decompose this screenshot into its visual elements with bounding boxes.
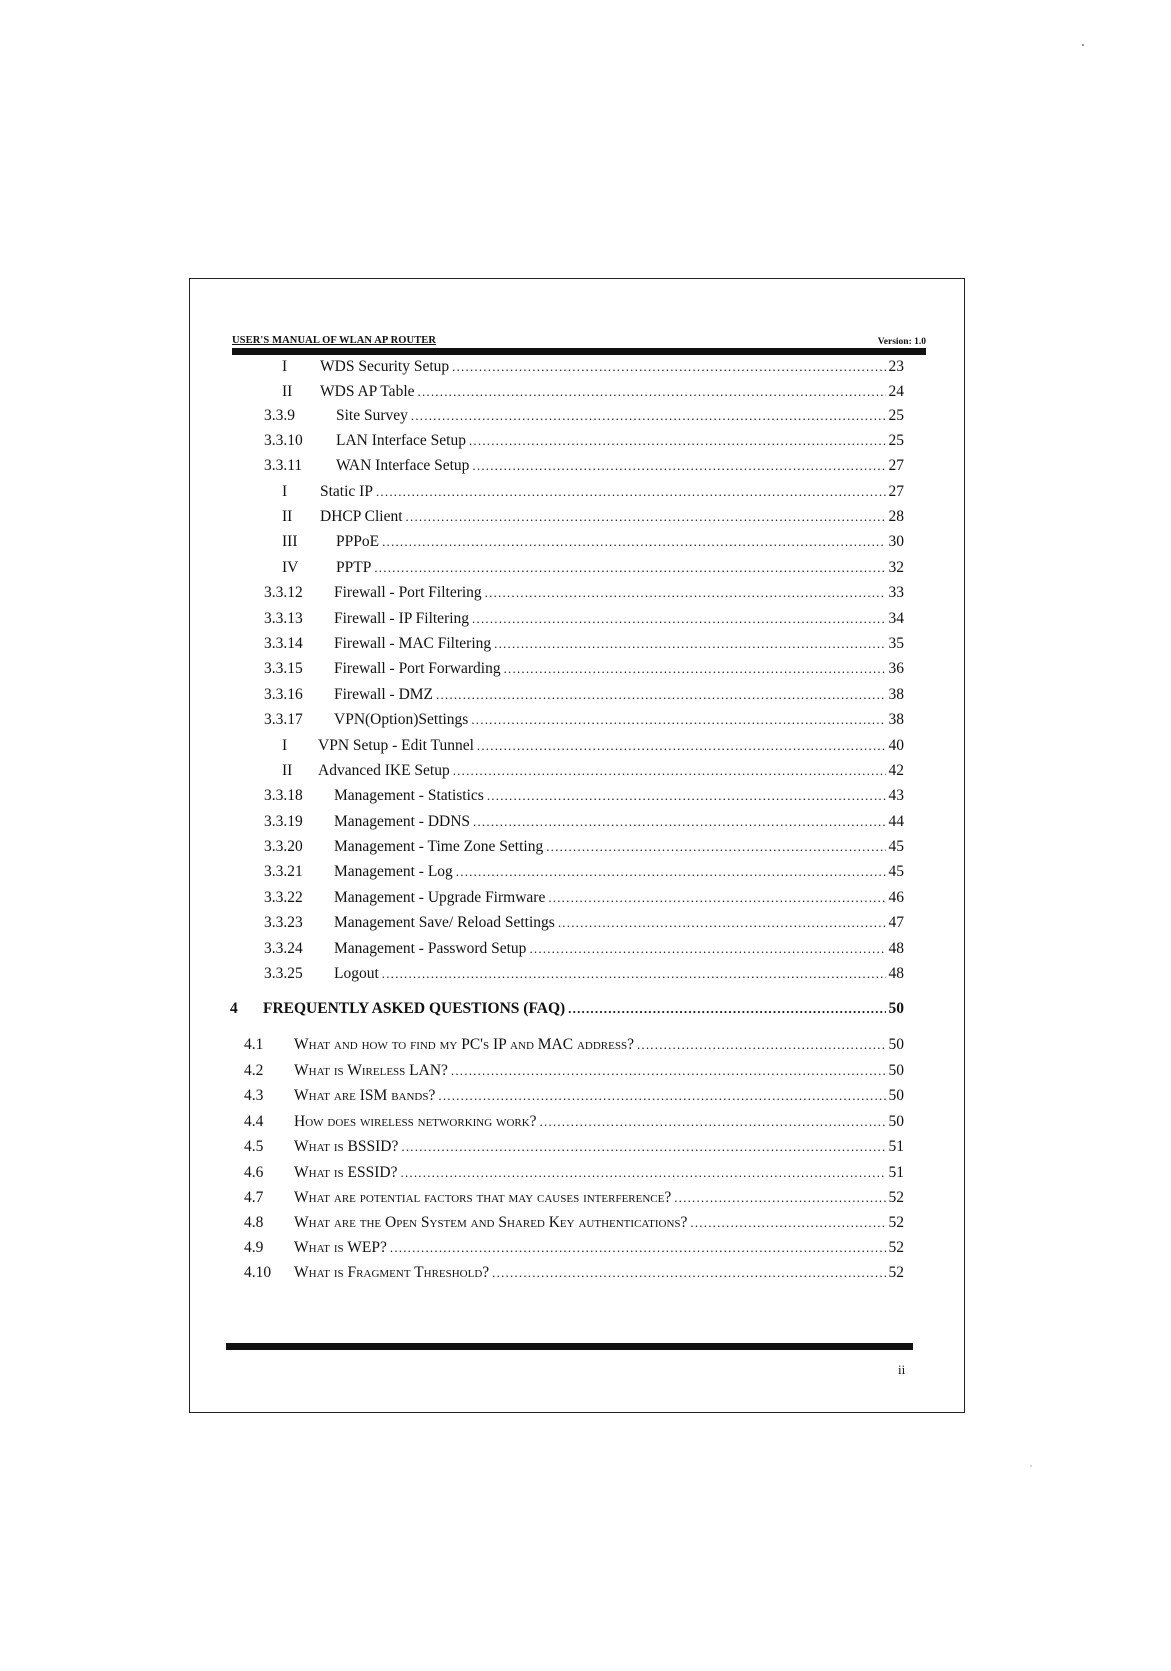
toc-entry-page: 48: [888, 965, 904, 982]
toc-entry-page: 50: [888, 1062, 904, 1079]
toc-entry-page: 27: [888, 483, 904, 500]
dot-leader: [540, 1111, 886, 1133]
toc-entry[interactable]: [264, 633, 904, 655]
dot-leader: [374, 557, 885, 579]
toc-entry-page: 50: [888, 1000, 904, 1017]
toc-entry-page: 52: [888, 1264, 904, 1281]
toc-entry-title: What and how to find my PC's IP and MAC address?: [294, 1036, 634, 1053]
toc-entry-page: 52: [888, 1239, 904, 1256]
toc-entry-title: What is Fragment Threshold?: [294, 1264, 490, 1281]
dot-leader: [494, 633, 885, 655]
toc-entry-page: 38: [888, 711, 904, 728]
toc-entry-title: Advanced IKE Setup: [318, 762, 450, 779]
dot-leader: [452, 356, 885, 378]
dot-leader: [438, 1085, 885, 1107]
toc-entry-page: 27: [888, 457, 904, 474]
toc-entry-title: What are potential factors that may causes interference?: [294, 1189, 672, 1206]
toc-entry-title: PPTP: [336, 559, 372, 576]
toc-entry-page: 30: [888, 533, 904, 550]
dot-leader: [472, 455, 885, 477]
toc-entry[interactable]: [244, 1060, 904, 1082]
toc-entry[interactable]: [264, 709, 904, 731]
dot-leader: [469, 430, 886, 452]
toc-entry[interactable]: [264, 912, 904, 934]
toc-entry[interactable]: [264, 455, 904, 477]
toc-entry-title: Management - Statistics: [334, 787, 484, 804]
toc-entry-page: 50: [888, 1113, 904, 1130]
toc-entry-number: 4.9: [244, 1239, 264, 1256]
toc-entry-number: 3.3.15: [264, 660, 303, 677]
toc-entry-page: 42: [888, 762, 904, 779]
toc-entry-title: Firewall - IP Filtering: [334, 610, 470, 627]
dot-leader: [382, 531, 885, 553]
toc-entry-number: 4.4: [244, 1113, 264, 1130]
toc-entry-number: 4.8: [244, 1214, 264, 1231]
toc-entry-page: 46: [888, 889, 904, 906]
dot-leader: [568, 998, 885, 1020]
toc-entry[interactable]: [264, 405, 904, 427]
toc-entry-number: 3.3.21: [264, 863, 303, 880]
toc-entry[interactable]: [264, 836, 904, 858]
toc-entry-number: 4.10: [244, 1264, 272, 1281]
toc-entry[interactable]: [244, 1085, 904, 1107]
toc-entry-title: What are the Open System and Shared Key authentications?: [294, 1214, 688, 1231]
toc-entry[interactable]: [230, 998, 904, 1020]
toc-entry-page: 35: [888, 635, 904, 652]
dot-leader: [401, 1136, 885, 1158]
page-number: ii: [898, 1362, 906, 1377]
toc-entry-number: 3.3.9: [264, 407, 295, 424]
scan-speck: [1030, 1465, 1032, 1467]
toc-entry[interactable]: [282, 481, 904, 503]
dot-leader: [382, 963, 886, 985]
toc-entry[interactable]: [264, 658, 904, 680]
toc-entry-title: PPPoE: [336, 533, 380, 550]
toc-entry-title: VPN(Option)Settings: [334, 711, 469, 728]
dot-leader: [453, 760, 886, 782]
toc-entry-title: WDS AP Table: [320, 383, 415, 400]
toc-entry-title: VPN Setup - Edit Tunnel: [318, 737, 474, 754]
toc-entry-title: Management Save/ Reload Settings: [334, 914, 555, 931]
toc-entry-number: 3.3.17: [264, 711, 303, 728]
toc-entry-number: 4: [230, 1000, 238, 1017]
toc-entry-page: 33: [888, 584, 904, 601]
toc-entry-title: Site Survey: [336, 407, 408, 424]
dot-leader: [674, 1187, 885, 1209]
dot-leader: [471, 709, 885, 731]
toc-entry-number: 3.3.10: [264, 432, 303, 449]
dot-leader: [406, 506, 886, 528]
dot-leader: [637, 1034, 886, 1056]
toc-entry[interactable]: [264, 887, 904, 909]
toc-entry-page: 50: [888, 1087, 904, 1104]
toc-entry-title: Firewall - DMZ: [334, 686, 434, 703]
toc-entry-page: 28: [888, 508, 904, 525]
toc-entry-title: Management - DDNS: [334, 813, 471, 830]
dot-leader: [401, 1162, 886, 1184]
toc-entry[interactable]: [264, 582, 904, 604]
toc-entry-page: 40: [888, 737, 904, 754]
toc-entry[interactable]: [264, 811, 904, 833]
dot-leader: [492, 1262, 885, 1284]
toc-entry-page: 48: [888, 940, 904, 957]
footer-rule: [226, 1343, 913, 1350]
toc-entry-number: 3.3.25: [264, 965, 303, 982]
toc-entry[interactable]: [264, 684, 904, 706]
toc-entry-number: 4.1: [244, 1036, 264, 1053]
toc-entry-title: Firewall - Port Forwarding: [334, 660, 501, 677]
toc-entry-number: 3.3.23: [264, 914, 303, 931]
header-rule: [232, 348, 926, 355]
version-label: Version: 1.0: [877, 337, 926, 347]
dot-leader: [472, 608, 885, 630]
toc-entry[interactable]: [264, 785, 904, 807]
toc-entry-number: II: [282, 383, 293, 400]
toc-entry-page: 52: [888, 1214, 904, 1231]
dot-leader: [546, 836, 885, 858]
toc-entry-number: II: [282, 762, 293, 779]
toc-entry-number: I: [282, 737, 288, 754]
toc-entry-title: How does wireless networking work?: [294, 1113, 537, 1130]
toc-entry-page: 45: [888, 863, 904, 880]
toc-entry-page: 43: [888, 787, 904, 804]
dot-leader: [436, 684, 885, 706]
toc-entry-title: What is Wireless LAN?: [294, 1062, 448, 1079]
toc-entry-page: 32: [888, 559, 904, 576]
toc-entry[interactable]: [282, 557, 904, 579]
toc-entry-page: 23: [888, 358, 904, 375]
toc-entry[interactable]: [282, 735, 904, 757]
manual-title: USER'S MANUAL OF WLAN AP ROUTER: [232, 335, 437, 346]
toc-entry-title: Firewall - MAC Filtering: [334, 635, 492, 652]
dot-leader: [456, 861, 886, 883]
toc-entry-title: WAN Interface Setup: [336, 457, 470, 474]
toc-entry-number: 3.3.19: [264, 813, 303, 830]
toc-entry-number: 4.6: [244, 1164, 264, 1181]
toc-entry-number: 3.3.16: [264, 686, 303, 703]
toc-entry-title: Static IP: [320, 483, 373, 500]
toc-entry[interactable]: [264, 430, 904, 452]
toc-entry-page: 25: [888, 407, 904, 424]
toc-entry-title: Management - Upgrade Firmware: [334, 889, 546, 906]
dot-leader: [390, 1237, 886, 1259]
toc-entry[interactable]: [282, 356, 904, 378]
toc-entry-number: 4.2: [244, 1062, 264, 1079]
toc-entry[interactable]: [264, 861, 904, 883]
dot-leader: [473, 811, 885, 833]
toc-entry-number: II: [282, 508, 293, 525]
toc-entry-page: 44: [888, 813, 904, 830]
toc-entry-title: What is BSSID?: [294, 1138, 399, 1155]
toc-entry[interactable]: [244, 1111, 904, 1133]
toc-entry-number: I: [282, 483, 288, 500]
toc-entry-title: Management - Log: [334, 863, 453, 880]
toc-entry-title: DHCP Client: [320, 508, 403, 525]
toc-entry-number: 3.3.13: [264, 610, 303, 627]
toc-entry[interactable]: [264, 938, 904, 960]
dot-leader: [548, 887, 885, 909]
toc-entry-title: What is ESSID?: [294, 1164, 398, 1181]
toc-entry[interactable]: [244, 1034, 904, 1056]
toc-entry-page: 38: [888, 686, 904, 703]
toc-entry[interactable]: [244, 1187, 904, 1209]
toc-entry-title: LAN Interface Setup: [336, 432, 466, 449]
toc-entry[interactable]: [244, 1262, 904, 1284]
toc-entry[interactable]: [244, 1136, 904, 1158]
toc-entry-number: I: [282, 358, 288, 375]
toc-entry-number: 3.3.18: [264, 787, 303, 804]
dot-leader: [558, 912, 886, 934]
toc-entry-title: What are ISM bands?: [294, 1087, 436, 1104]
toc-entry-page: 45: [888, 838, 904, 855]
dot-leader: [376, 481, 886, 503]
toc-entry-number: 3.3.24: [264, 940, 303, 957]
dot-leader: [487, 785, 886, 807]
dot-leader: [477, 735, 886, 757]
toc-entry[interactable]: [282, 381, 904, 403]
toc-entry-page: 50: [888, 1036, 904, 1053]
toc-entry-number: 4.3: [244, 1087, 264, 1104]
dot-leader: [411, 405, 886, 427]
toc-entry[interactable]: [282, 531, 904, 553]
toc-entry-title: FREQUENTLY ASKED QUESTIONS (FAQ): [263, 1000, 566, 1017]
dot-leader: [485, 582, 886, 604]
toc-entry[interactable]: [282, 760, 904, 782]
toc-entry-page: 52: [888, 1189, 904, 1206]
toc-entry-number: 4.7: [244, 1189, 264, 1206]
toc-entry-number: 3.3.11: [264, 457, 303, 474]
toc-entry[interactable]: [282, 506, 904, 528]
toc-entry-title: Firewall - Port Filtering: [334, 584, 482, 601]
toc-entry-page: 34: [888, 610, 904, 627]
toc-entry-number: IV: [282, 559, 299, 576]
toc-entry[interactable]: [244, 1237, 904, 1259]
dot-leader: [504, 658, 886, 680]
toc-entry[interactable]: [264, 608, 904, 630]
toc-entry-title: Management - Password Setup: [334, 940, 527, 957]
toc-entry-page: 47: [888, 914, 904, 931]
toc-entry-page: 24: [888, 383, 904, 400]
toc-entry-page: 51: [888, 1138, 904, 1155]
toc-entry-title: WDS Security Setup: [320, 358, 450, 375]
scan-speck: [1082, 44, 1084, 46]
dot-leader: [529, 938, 885, 960]
toc-entry-number: 4.5: [244, 1138, 264, 1155]
toc-entry-title: Logout: [334, 965, 379, 982]
dot-leader: [690, 1212, 885, 1234]
toc-entry-number: 3.3.14: [264, 635, 303, 652]
toc-entry[interactable]: [244, 1212, 904, 1234]
toc-entry-title: Management - Time Zone Setting: [334, 838, 544, 855]
toc-entry-title: What is WEP?: [294, 1239, 387, 1256]
toc-entry-number: 3.3.20: [264, 838, 303, 855]
toc-entry-number: 3.3.12: [264, 584, 303, 601]
toc-entry-page: 51: [888, 1164, 904, 1181]
toc-entry-number: 3.3.22: [264, 889, 303, 906]
dot-leader: [418, 381, 886, 403]
toc-entry-page: 36: [888, 660, 904, 677]
toc-entry[interactable]: [244, 1162, 904, 1184]
toc-entry-page: 25: [888, 432, 904, 449]
toc-entry[interactable]: [264, 963, 904, 985]
toc-entry-number: III: [282, 533, 298, 550]
dot-leader: [451, 1060, 886, 1082]
